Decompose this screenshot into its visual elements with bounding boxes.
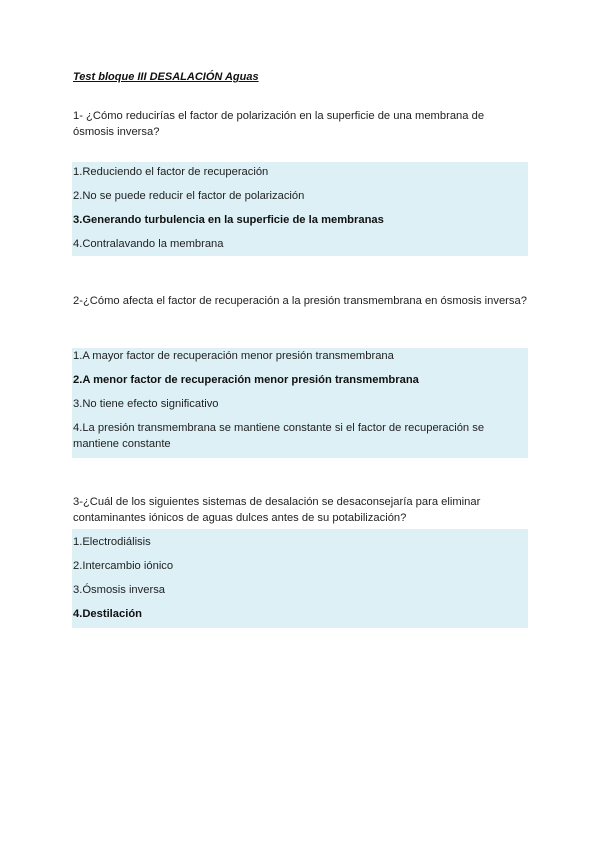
question-2-options [72,348,528,458]
question-3-option-2: 2.Intercambio iónico [73,560,174,572]
question-1-option-3-correct: 3.Generando turbulencia en la superficie de la membranas [73,214,384,226]
question-2-option-2-correct: 2.A menor factor de recuperación menor presión transmembrana [73,374,419,386]
question-3-text: 3-¿Cuál de los siguientes sistemas de desalación se desaconsejaría para eliminar contaminantes iónicos de aguas dulces antes de su potabilización? [73,496,481,524]
question-1-option-2: 2.No se puede reducir el factor de polarización [73,190,305,202]
question-1-option-1: 1.Reduciendo el factor de recuperación [73,166,269,178]
question-1-text: 1- ¿Cómo reducirías el factor de polarización en la superficie de una membrana de ósmosis inversa? [73,110,485,138]
document-title: Test bloque III DESALACIÓN Aguas [73,71,259,83]
question-1-options [72,162,528,256]
question-3-option-1: 1.Electrodiálisis [73,536,151,548]
question-3-options [72,529,528,628]
question-2-text: 2-¿Cómo afecta el factor de recuperación a la presión transmembrana en ósmosis inversa? [73,295,527,307]
question-3-option-4-correct: 4.Destilación [73,608,143,620]
question-2-option-1: 1.A mayor factor de recuperación menor presión transmembrana [73,350,394,362]
question-3-option-3: 3.Ósmosis inversa [73,584,166,596]
question-2-option-3: 3.No tiene efecto significativo [73,398,219,410]
question-1-option-4: 4.Contralavando la membrana [73,238,224,250]
question-2-option-4: 4.La presión transmembrana se mantiene constante si el factor de recuperación se mantiene constante [73,422,485,450]
